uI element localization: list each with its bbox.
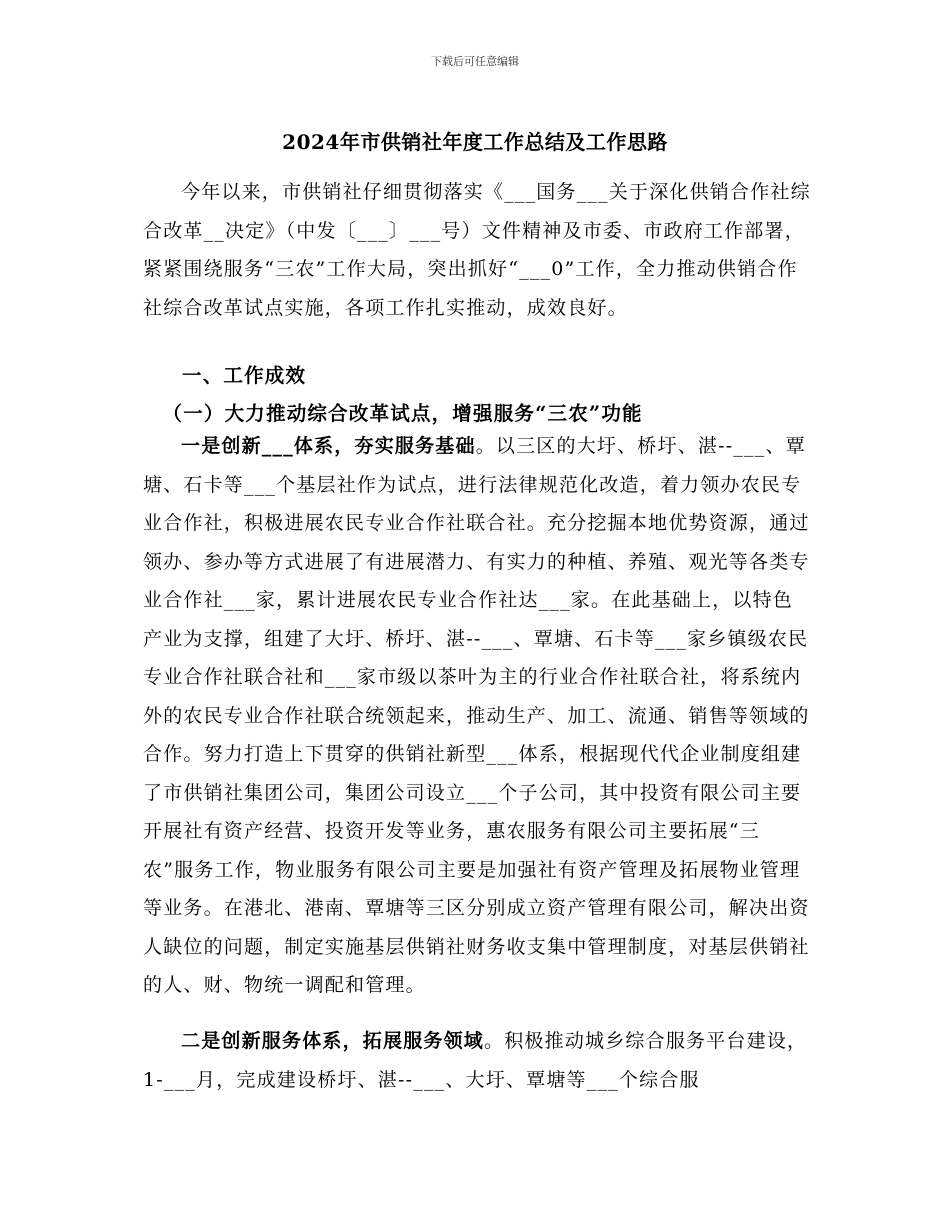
point-1-body: 。以三区的大圩、桥圩、湛--___、覃塘、石卡等___个基层社作为试点，进行法律规范化改造，着力领办农民专业合作社，积极进展农民专业合作社联合社。充分挖掘本地优势资源，通过领办、参办等方式进展了有进展潜力、有实力的种植、养殖、观光等各类专业合作社___家，累计进展农民专业合作社达___家。在此基础上，以特色产业为支撑，组建了大圩、桥圩、湛--___、覃塘、石卡等___家乡镇级农民专业合作社联合社和___家市级以茶叶为主的行业合作社联合社，将系统内外的农民专业合作社联合统领起来，推动生产、加工、流通、销售等领域的合作。努力打造上下贯穿的供销社新型___体系，根据现代代企业制度组建了市供销社集团公司，集团公司设立___个子公司，其中投资有限公司主要开展社有资产经营、投资开发等业务，惠农服务有限公司主要拓展“三农”服务工作，物业服务有限公司主要是加强社有资产管理及拓展物业管理等业务。在港北、港南、覃塘等三区分别成立资产管理有限公司，解决出资人缺位的问题，制定实施基层供销社财务收支集中管理制度，对基层供销社的人、财、物统一调配和管理。 — [143, 435, 810, 996]
subsection-heading-1: （一）大力推动综合改革试点，增强服务“三农”功能 — [162, 402, 643, 425]
point-2-lead: 二是创新服务体系，拓展服务领域 — [181, 1030, 485, 1052]
document-title: 2024年市供销社年度工作总结及工作思路 — [282, 130, 668, 154]
point-2-body: 。积极推动城乡综合服务平台建设，1-___月，完成建设桥圩、湛--___、大圩、覃塘等___个综合服 — [143, 1030, 808, 1091]
point-1-paragraph — [143, 427, 811, 1005]
point-2-paragraph — [143, 1022, 811, 1099]
page-header-note: 下载后可任意编辑 — [431, 55, 519, 68]
point-1-lead: 一是创新___体系，夯实服务基础 — [181, 435, 476, 457]
section-heading-1: 一、工作成效 — [182, 364, 307, 387]
intro-paragraph: 今年以来，市供销社仔细贯彻落实《___国务___关于深化供销合作社综合改革__决定》（中发〔___〕___号）文件精神及市委、市政府工作部署，紧紧围绕服务“三农”工作大局，突出抓好“___0”工作，全力推动供销合作社综合改革试点实施，各项工作扎实推动，成效良好。 — [143, 181, 811, 319]
